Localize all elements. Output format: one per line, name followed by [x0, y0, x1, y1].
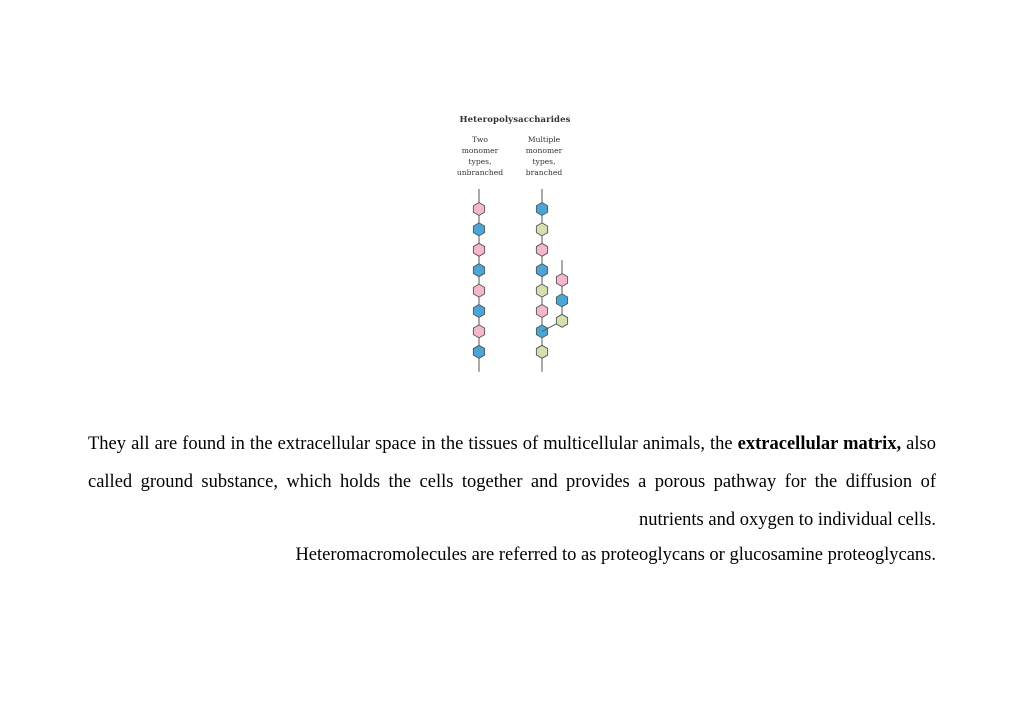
right-chain-monomer-pink — [536, 305, 547, 318]
heteropolysaccharide-figure — [440, 110, 590, 380]
left-chain-monomer-pink — [473, 284, 484, 297]
paragraph-heteromacromolecules: Heteromacromolecules are referred to as proteoglycans or glucosamine proteoglycans. — [295, 545, 936, 565]
branch-chain-monomer-pink — [556, 274, 567, 287]
left-chain-monomer-pink — [473, 325, 484, 338]
right-chain-monomer-pink — [536, 243, 547, 256]
left-chain-monomer-blue — [473, 223, 484, 236]
left-chain-monomer-pink — [473, 243, 484, 256]
right-chain-monomer-blue — [536, 203, 547, 216]
right-chain-monomer-green — [536, 345, 547, 358]
figure-title: Heteropolysaccharides — [459, 115, 571, 125]
paragraph-extracellular-matrix — [88, 425, 936, 539]
left-chain-monomer-pink — [473, 203, 484, 216]
extracellular-matrix-term: extracellular matrix, — [737, 434, 902, 454]
left-chain-monomer-blue — [473, 264, 484, 277]
left-column-label: Two monomer types, unbranched — [456, 135, 504, 177]
right-column-label: Multiple monomer types, branched — [525, 135, 563, 177]
left-chain-monomer-blue — [473, 345, 484, 358]
branch-chain-monomer-green — [556, 314, 567, 327]
right-chain-monomer-green — [536, 223, 547, 236]
paragraph1-text-end: also called ground substance, which holds the cells together and provides a porous pathway for the diffusion of nutrients and oxygen to individual cells. — [88, 434, 936, 530]
branch-chain-monomer-blue — [556, 294, 567, 307]
right-chain-monomer-green — [536, 284, 547, 297]
monomer-chains-diagram — [440, 110, 590, 380]
right-chain-monomer-blue — [536, 264, 547, 277]
left-chain-monomer-blue — [473, 305, 484, 318]
paragraph1-text-start: They all are found in the extracellular space in the tissues of multicellular animals, the — [88, 434, 738, 454]
